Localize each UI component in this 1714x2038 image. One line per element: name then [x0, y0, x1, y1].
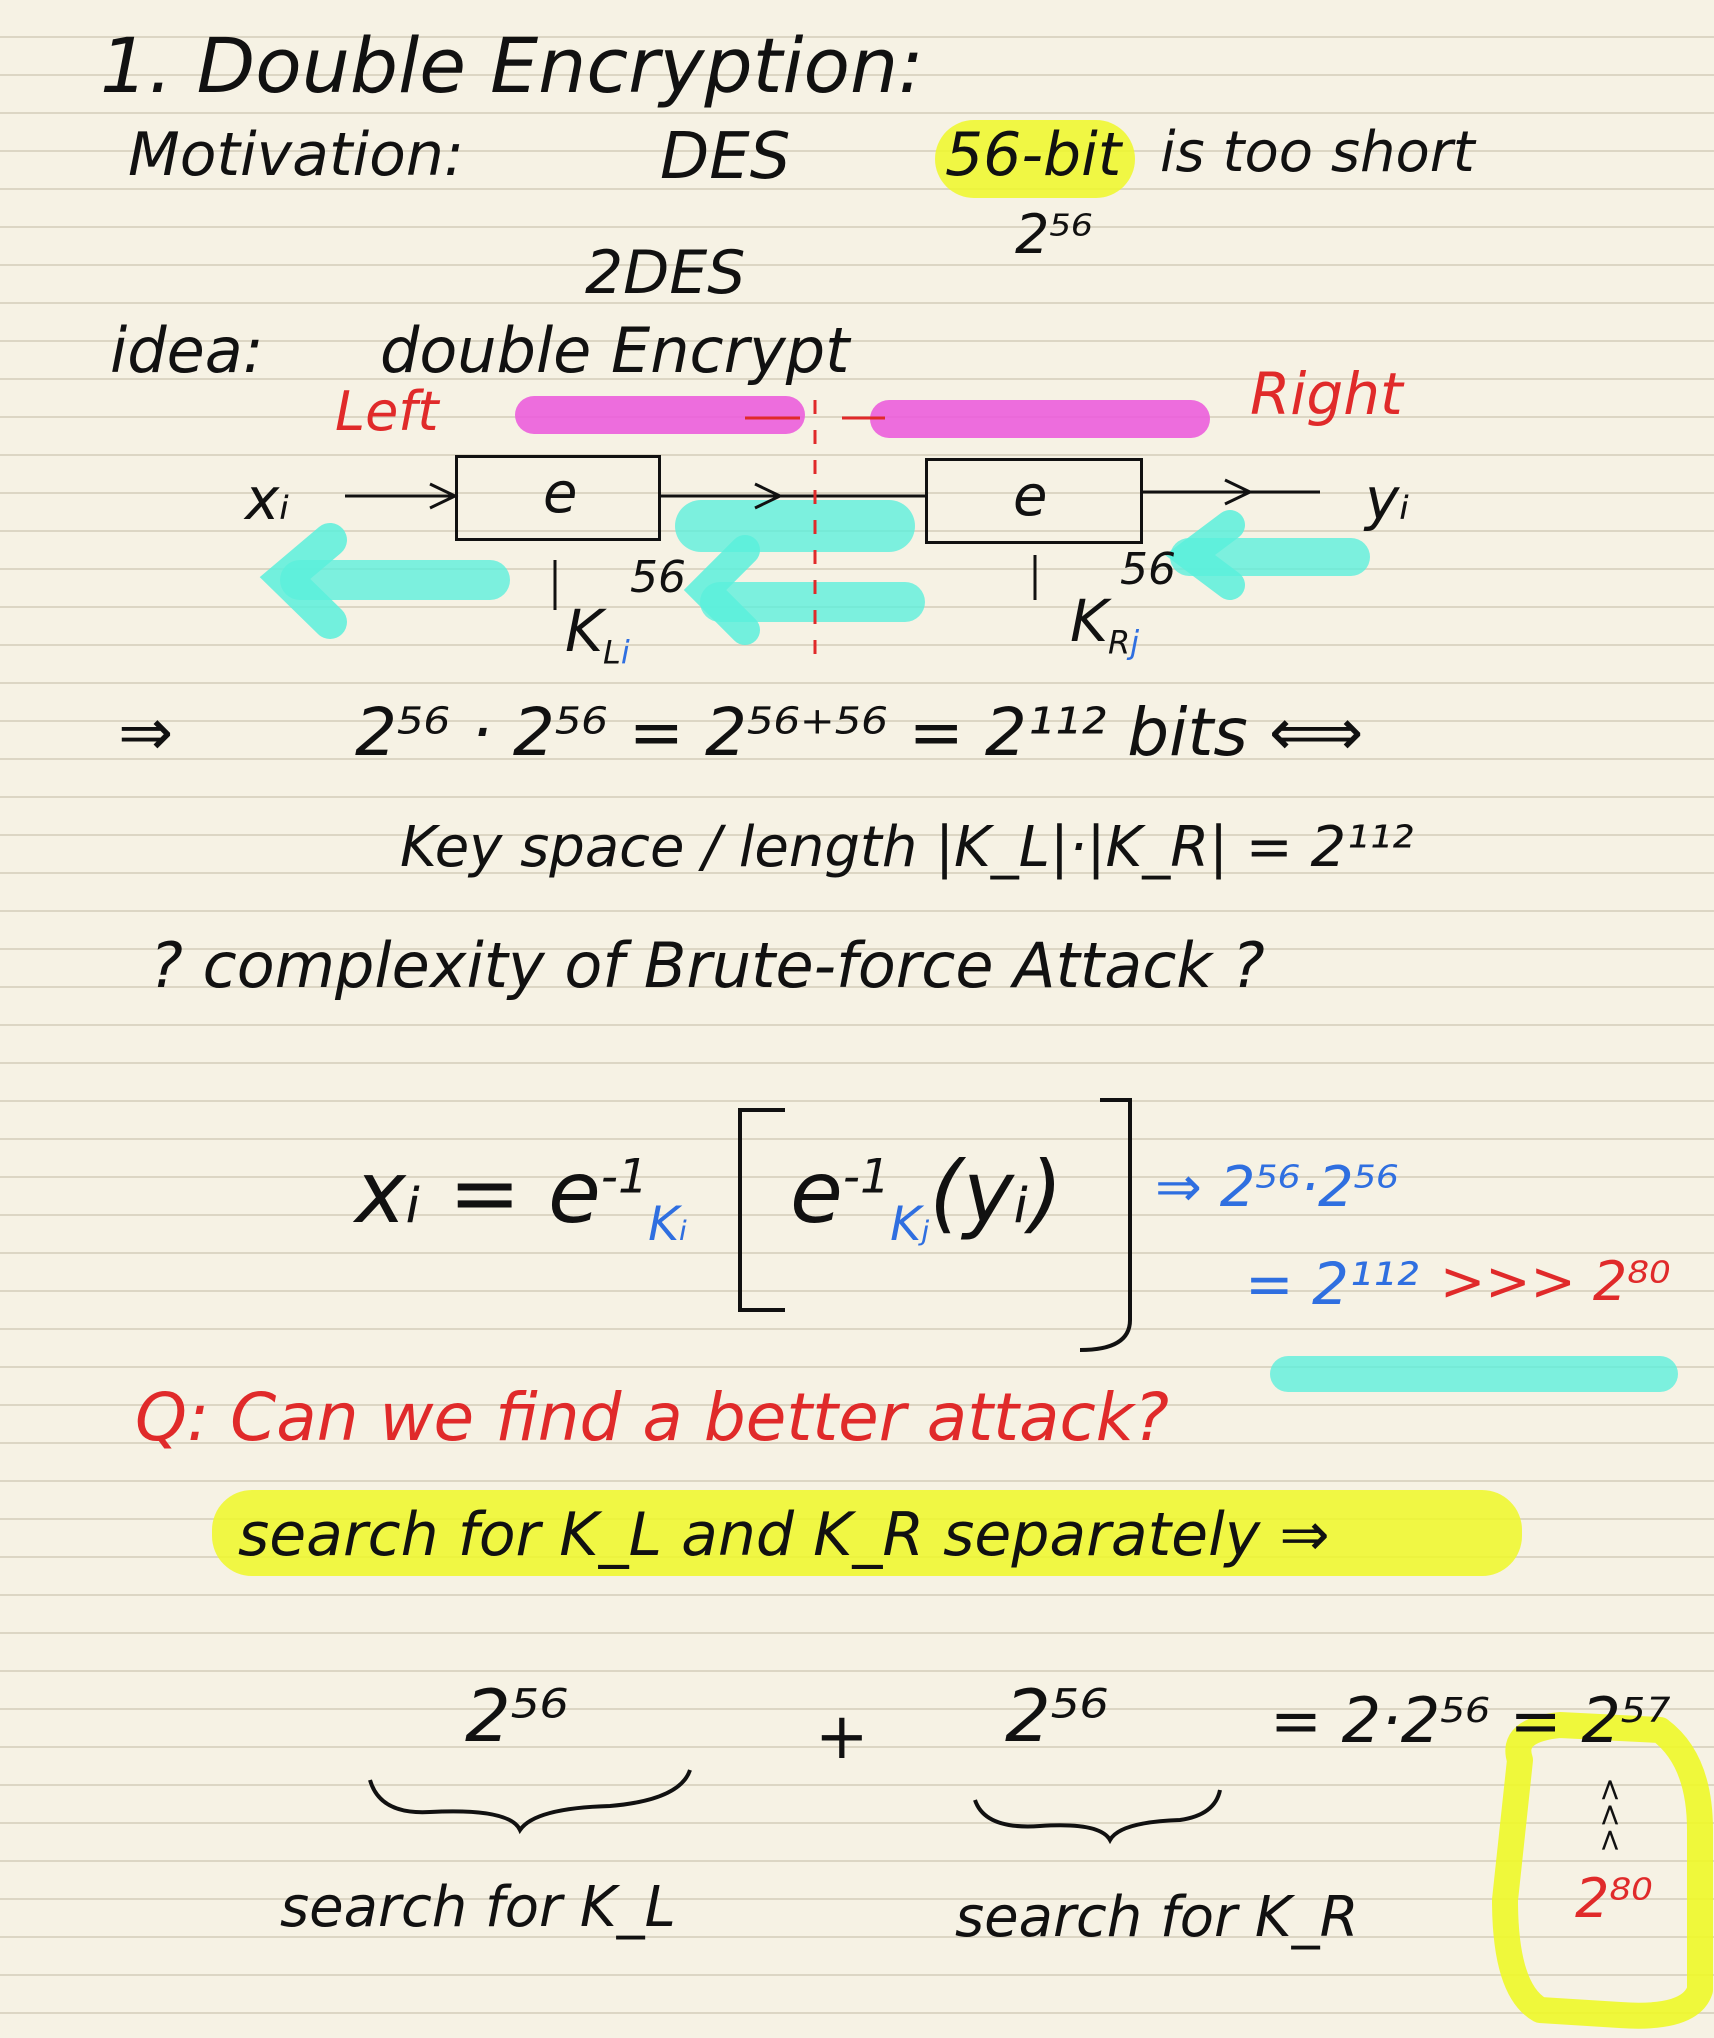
formula-inner-e: e	[790, 1143, 843, 1243]
brace-right	[975, 1790, 1220, 1840]
brace-label-left: search for K_L	[280, 1875, 676, 1940]
sum-plus: +	[815, 1700, 869, 1774]
formula-result-2: = 2¹¹²	[1245, 1250, 1419, 1318]
formula-result-1: ⇒ 2⁵⁶·2⁵⁶	[1155, 1155, 1399, 1220]
motivation-key-rest: is too short	[1160, 120, 1475, 185]
cyan-arrowhead-2	[705, 550, 745, 630]
brace-left	[370, 1770, 690, 1830]
idea-label: idea:	[110, 314, 264, 387]
key-left-index: i	[620, 633, 630, 672]
motivation-keyspace: 2⁵⁶	[1015, 203, 1093, 266]
formula-inverse-2: -1	[842, 1149, 891, 1205]
page-title: 1. Double Encryption:	[100, 21, 924, 110]
formula-inverse-1: -1	[600, 1149, 649, 1205]
idea-text: double Encrypt	[380, 314, 850, 387]
brute-force-question: ? complexity of Brute-force Attack ?	[150, 929, 1265, 1002]
key-left-bits: 56	[630, 552, 686, 603]
formula-compare: >>> 2⁸⁰	[1440, 1250, 1671, 1313]
sum-term-1: 2⁵⁶	[465, 1674, 569, 1758]
formula-inner	[790, 1143, 1063, 1253]
brace-label-right: search for K_R	[955, 1885, 1359, 1950]
implies-symbol: ⇒	[118, 694, 174, 771]
bracket-left	[740, 1110, 785, 1310]
keyspace-line2: Key space / length |K_L|·|K_R| = 2¹¹²	[400, 815, 1414, 880]
bracket-right	[1080, 1100, 1130, 1350]
key-right-sub: R	[1108, 623, 1131, 662]
formula-sub-ki: Kᵢ	[648, 1197, 688, 1253]
encrypt-box-left-label: e	[543, 461, 578, 526]
key-right-letter: K	[1070, 587, 1109, 655]
left-label: Left	[335, 380, 439, 443]
formula-sub-kj: Kⱼ	[890, 1197, 930, 1253]
motivation-variant: 2DES	[585, 238, 746, 308]
motivation-label: Motivation:	[128, 120, 465, 190]
much-less-than: <<<	[1592, 1777, 1628, 1853]
strategy-text: search for K_L and K_R separately ⇒	[238, 1500, 1330, 1570]
formula-lhs: xᵢ = e	[355, 1143, 601, 1243]
motivation-key-highlight: 56-bit	[945, 120, 1122, 190]
brute-force-formula	[355, 1143, 688, 1253]
key-left-letter: K	[565, 597, 604, 665]
diagram-output: yᵢ	[1365, 465, 1410, 533]
encrypt-box-right-label: e	[1013, 464, 1048, 529]
encrypt-box-left	[455, 455, 661, 541]
key-left	[565, 597, 630, 672]
keyspace-equation: 2⁵⁶ · 2⁵⁶ = 2⁵⁶⁺⁵⁶ = 2¹¹² bits ⟺	[355, 694, 1364, 771]
key-right	[1070, 587, 1140, 662]
sum-term-2: 2⁵⁶	[1005, 1674, 1109, 1758]
key-right-index: j	[1130, 623, 1140, 662]
formula-arg: (yᵢ)	[929, 1143, 1063, 1243]
key-left-sub: L	[603, 633, 621, 672]
encrypt-box-right	[925, 458, 1143, 544]
better-attack-question: Q: Can we find a better attack?	[135, 1379, 1169, 1456]
sum-result: = 2·2⁵⁶ = 2⁵⁷	[1270, 1684, 1671, 1757]
key-right-bits: 56	[1120, 544, 1176, 595]
bound-2-80: 2⁸⁰	[1575, 1867, 1653, 1930]
motivation-cipher: DES	[660, 120, 791, 194]
cyan-arrowhead-1	[285, 540, 330, 622]
diagram-input: xᵢ	[245, 465, 290, 533]
cyan-arrowhead-3	[1190, 525, 1230, 585]
right-label: Right	[1250, 360, 1403, 428]
